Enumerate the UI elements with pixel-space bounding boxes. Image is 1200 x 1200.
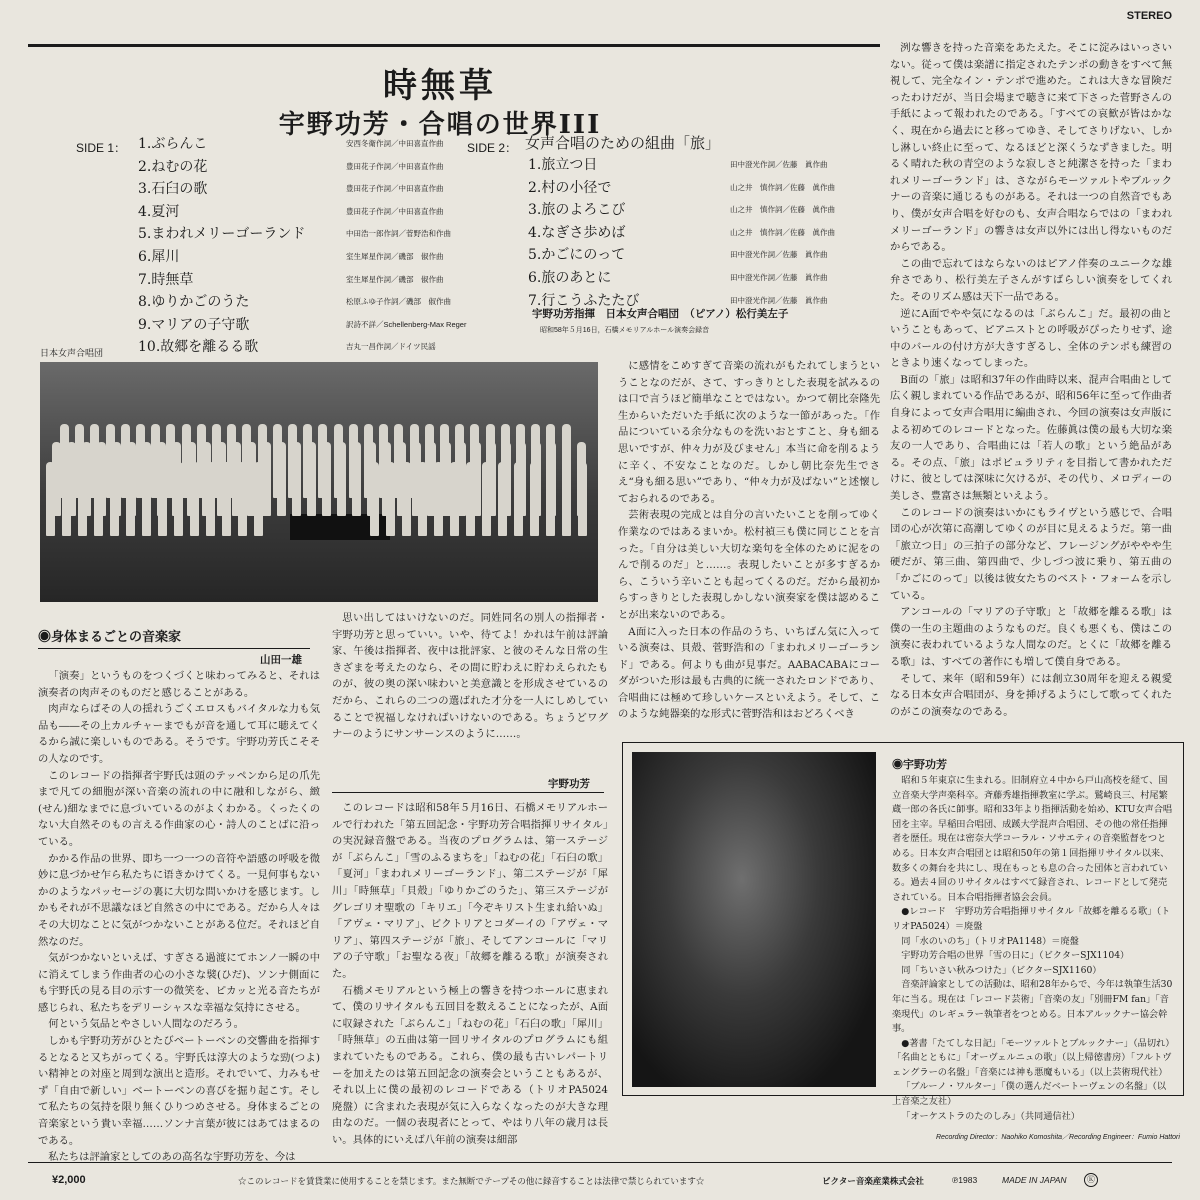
track-row [138,201,468,224]
essay-author: 山田一雄 [260,654,302,666]
singer-figure [498,462,507,536]
singer-figure [514,462,523,536]
track-title [528,244,625,267]
singer-figure [174,462,183,536]
track-row [138,178,468,201]
singer-figure [46,462,55,536]
track-title [138,269,193,292]
paragraph: 思い出してはいけないのだ。同姓同名の別人の指揮者・宇野功芳と思っていい。いや、待てよ！かれは午前は評論家、午後は指揮者、夜中は批評家、と彼のそんな日常の生きざまを考えたのなら、その間に貯わえに貯わえられたものが、彼の奥の深い味わいと美意識とを形成させているのだから、これらの二つの選ばれた才分を一人にしめしていることで祝福しなければいけないのである。ちょうどワグナーのようにサンサーンスのように……。 [332,612,608,741]
paragraph: 昭和５年東京に生まれる。旧制府立４中から戸山高校を経て、国立音楽大学声楽科卒。斉藤秀雄指揮教室に学ぶ。鷲崎良三、村尾繁蔵一郎の各氏に師事。昭和33年より指揮活動を始め、KTU女声合唱団を主宰。早稲田合唱団、成蹊大学混声合唱団、その他の常任指揮者を歴任。現在は密奈大学コーラル・ソサエティの音楽監督をつとめる。日本女声合唱団とは昭和50年の第１回指揮リサイタル以来、数多くの舞台を共にし、現在もっとも息の合った団体と言われている。過去４回のリサイタルはすべて録音され、レコードとして発売されている。日本合唱指揮者協会会員。 [892,775,1173,903]
track-credit: 訳詩不詳／Schellenberg-Max Reger [346,319,467,329]
track-number: 8 [138,294,147,311]
track-number: 5 [138,226,147,243]
paragraph: そして、来年（昭和59年）には創立30周年を迎える親愛なる日本女声合唱団が、身を挿げるようにして歌ってくれたのがこの演奏なのである。 [890,672,1172,718]
paragraph: 気がつかないといえば、すぎさる過渡にてホンノ一瞬の中に消えてしまう作曲者の心の小さな襞(ひだ)、ソンナ側面にも宇野氏の見る目の示す一の微笑を、ピカッと光る音たちが感じられ、私たちをデリーシャスな幸福な気持にさせる。 [38,952,320,1014]
side2-label: SIDE 2： [467,141,518,155]
uno-note-column [332,800,619,1156]
top-rule [28,44,880,47]
paragraph: 何という気品とやさしい人間なのだろう。 [48,1018,244,1031]
paragraph: 芸術表現の完成とは自分の言いたいことを削ってゆく作業なのではあるまいか。松村禎三も僕に同じことを言った。「自分は美しい大切な楽句を全体のために泥をのんで削るのだ」と……。表現したいことが多すぎるから、こういう辛いことも起ってくるのだ。だから最初からすっきりとした表現しかしない演奏家を僕は認めることが出来ないのである。 [618,509,880,621]
paragraph: 「ブルーノ・ワルター」「僕の選んだベートーヴェンの名盤」（以上音楽之友社） [892,1081,1167,1108]
track-name: .夏河 [146,203,180,220]
singer-figure [78,462,87,536]
track-title [528,222,625,245]
track-name: .旅のよろこび [536,202,626,219]
track-name: .マリアの子守歌 [146,316,250,333]
paragraph: しかも宇野功芳がひとたびベートーベンの交響曲を指揮するとなると又ちがってくる。宇野氏は淳大のような勁(つよ)い精神との対座と周到な演出と造形。それでいて、力みもせず「自由で新しい」ベートーベンの喜びを掘り起こす。そして私たちの気持を限り無くひりつめさせる。身体まるごとの音楽家という貴い幸福……ソンナ言葉が彼にはあてはまるのである。 [38,1035,320,1147]
track-number: 2 [138,158,147,175]
track-credit: 田中澄光作詞／佐藤 眞作曲 [730,295,828,305]
paragraph: かかる作品の世界、即ち一つ一つの音符や語感の呼吸を微妙に息づかせ乍ら私たちに语きかけてくる。一見何事もないかのようなパッセージの裏に大切な問いかけを感じます。しかもそれが不思議なほど自然さの中にである。だから人々はその大切なことに気がつかないことがある位だ。それほど自然なのだ。 [38,852,320,948]
singer-figure [222,462,231,536]
track-name: .村の小径で [536,179,612,196]
recording-info: 昭和58年５月16日，石橋メモリアルホール演奏会録音 [540,327,710,334]
track-row [138,269,468,292]
uno-author: 宇野功芳 [548,778,590,790]
stereo-label: STEREO [1126,10,1172,22]
track-title [528,267,611,290]
uno-note-column-3 [618,358,880,742]
track-number: 7 [138,271,147,288]
choir-photo [40,362,598,602]
track-name: .故郷を離るる歌 [155,339,259,356]
track-credit: 山之井 慎作詞／佐藤 眞作曲 [730,182,835,192]
paragraph: ●レコード 宇野功芳合唱指揮リサイタル「故郷を離るる歌」（トリオPA5024）＝廃盤 [892,906,1171,932]
track-credit: 豊田花子作詞／中田喜直作曲 [346,184,444,194]
track-credit: 田中澄光作詞／佐藤 眞作曲 [730,272,828,282]
paragraph: このレコードの指揮者宇野氏は頭のテッペンから足の爪先まで凡ての細胞が深い音楽の流れの中に融和しながら、緻(せん)細なまでに息づいているのがよくわかる。くったくのない大自然そのもの言える作曲家の心・詩人のことばに沿っている。 [38,769,320,848]
track-credit: 室生犀星作詞／磯部 俶作曲 [346,274,444,284]
uno-rule [332,792,604,793]
price: ¥2,000 [52,1174,86,1186]
singer-figure [386,462,395,536]
track-number: 6 [528,269,537,286]
track-number: 9 [138,316,147,333]
singer-figure [352,442,361,516]
track-row [528,244,868,267]
track-credit: 豊田花子作詞／中田喜直作曲 [346,206,444,216]
paragraph: 同「水のいのち」（トリオPA1148）＝廃盤 [901,935,1079,947]
track-title [138,133,207,156]
singer-figure [562,462,571,536]
paragraph: 洌な響きを持った音楽をあたえた。そこに淀みはいっさいない。従って僕は楽譜に指定されたテンポの動きをすべて無視して、完全なイン・テンポで進めた。これは大きな冒険だったわけだが、当日会場まで聴きに来て下さった菅野さんの手紙によって報われたのである。「すべての哀歓が皆はかなく、現在から過去にと移ってゆき、そしてさりげない、しかし淋しい終止に至って、なるほどと深くうなずきました。明るく晴れた秋の青空のような寂しさと純潔さを持った「まわれメリーゴーランド」は、さながらモーツァルトやブルックナーの音楽に通じるものがある。それは一つの自然音でもあり、僕が女声合唱を好むのも、女声合唱ならではの「まわれメリーゴーランド」の響きは女声以外には出し得ないものだからである。 [890,42,1172,254]
track-row [528,177,868,200]
essay-column-1 [38,668,320,1164]
track-row [528,222,868,245]
singer-figure [126,462,135,536]
singer-figure [262,442,271,516]
singer-figure [206,462,215,536]
paragraph: このレコードは昭和58年５月16日、石橋メモリアルホールで行われた「第五回記念・宇野功芳合唱指揮リサイタル」の実況録音盤である。当夜のプログラムは、第一ステージが「ぶらんこ」「雪のふるまちを」「ねむの花」「石臼の歌」「夏河」「まわれメリーゴーランド」、第二ステージが「犀川」「時無草」「貝殻」「ゆりかごのうた」、第三ステージがグレゴリオ聖歌の「キリエ」「今ぞキリスト生まれ給いぬ」「アヴェ・マリア」、ビクトリアとコダーイの「アヴェ・マリア」、第四ステージが「旅」、そしてアンコールに「マリアの子守歌」「お聖なる夜」「故郷を離るる歌」が演奏された。 [332,802,608,980]
track-row [528,199,868,222]
track-title [138,156,207,179]
paragraph: 石橋メモリアルという極上の響きを持つホールに恵まれて、僕のリサイタルも五回目を数えることになったが、A面に収録された「ぶらんこ」「ねむの花」「石臼の歌」「犀川」「時無草」の五曲は第一回リサイタルのプログラムにも組まれていたものである。これら、僕の最も古いレパートリーを加えたのは第五回記念の演奏会ということもあるが、それ以上に僕の最初のレコードである（トリオPA5024 廃盤）に含まれた表現が気に入らなくなったのが大きな理由なのだ。一個の表現者にとって、やはり八年の歳月は長い。具体的にいえば八年前の演奏は細部 [332,984,619,1146]
singer-figure [142,462,151,536]
paragraph: 宇野功芳合唱の世界「雪の日に」（ビクターSJX1104） [901,950,1130,962]
track-name: .時無草 [146,271,194,288]
singer-figure [238,462,247,536]
side1-label: SIDE 1： [76,141,127,155]
track-name: .旅のあとに [536,269,612,286]
paragraph: 「オーケストラのたのしみ」（共同通信社） [901,1110,1080,1122]
track-title [138,223,305,246]
track-number: 5 [528,247,537,264]
paragraph: A面に入った日本の作品のうち、いちばん気に入っている演奏は、貝殻、菅野浩和の「まわれメリーゴーランド」である。何よりも曲が見事だ。AABACABAにコーダがついた形は最も古典的に統一されたロンドであり、合唱曲には極めて珍しいケースといえよう。そして、このような純器楽的な形式に菅野浩和はおどろくべき [618,625,880,721]
singer-figure [546,462,555,536]
company-name: ビクター音楽産業株式会社 [822,1176,924,1186]
track-name: .犀川 [146,248,180,265]
album-subtitle: 宇野功芳・合唱の世界III [278,110,602,140]
track-credit: 田中澄光作詞／佐藤 眞作曲 [730,250,828,260]
singer-figure [370,462,379,536]
bio-text [892,774,1174,1122]
track-number: 3 [528,202,537,219]
track-credit: 安西冬衛作詞／中田喜直作曲 [346,139,444,148]
track-credit: 中田浩一郎作詞／菅野浩和作曲 [346,229,451,239]
track-row [138,291,468,314]
singer-figure [158,462,167,536]
track-row [138,133,468,156]
track-row [138,336,468,359]
paragraph: このレコードの演奏はいかにもライヴという感じで、合唱団の心が次第に高潮してゆくのが目に見えるようだ。第一曲「旅立つ日」の三拍子の部分など、フレージングがややや生硬だが、第三曲、第四曲で、少しづつ波に乗り、第五曲の「かごにのって」以後は彼女たちのベスト・フォームを示している。 [890,506,1172,602]
track-row [138,223,468,246]
track-title [528,177,611,200]
singer-figure [307,442,316,516]
track-title [138,201,179,224]
copy-notice: ☆このレコードを賃貸業に使用することを禁じます。また無断でテープその他に録音することは法律で禁じられています☆ [238,1176,705,1186]
track-number: 1 [138,136,147,152]
singer-figure [434,462,443,536]
track-title [138,291,249,314]
paragraph: に感情をこめすぎて音楽の流れがもたれてしまうということなのだが、さて、すっきりとした表現を試みるのは口で言うほど簡単なことではない。かつて朝比奈隆先生からいただいた手紙に次のような一節があった。「作品についている余分なものを洗いおとすこと、身も細る思いですが、仲々力が及びません」本当に命を削るように辛く、不安なことなのだ。しかし朝比奈先生でさえ“身も細る思い”であり、“仲々力が及ばない”と述懐しておられるのである。 [618,360,880,505]
track-title [138,178,207,201]
singer-figure [418,462,427,536]
track-title [138,314,249,337]
track-number: 1 [528,157,537,173]
track-number: 6 [138,248,147,265]
track-credit: 室生犀星作詞／磯部 俶作曲 [346,251,444,261]
track-credit: 田中澄光作詞／佐藤 眞作曲 [730,160,828,169]
track-name: .まわれメリーゴーランド [146,226,306,243]
paragraph: ●著書「たてしな日記」「モーツァルトとブルックナー」（品切れ）「名曲とともに」「オーヴェルニュの歌」（以上帰徳書房）「フルトヴェングラーの名盤」「音楽には神も悪魔もいる」（以上芸術現代社） [892,1037,1172,1078]
track-title [528,199,625,222]
paragraph: 逆にA面でやや気になるのは「ぶらんこ」だ。最初の曲ということもあって、ピアニストとの呼吸がぴったりせず、途中のバールの付け方が大きすぎるし、全体のテンポも練習のときより速くなってしまった。 [890,307,1172,370]
copyright-year: ℗1983 [952,1175,978,1185]
track-name: .旅立つ日 [536,157,598,173]
track-number: 3 [138,181,147,198]
jis-mark-icon: Ⓚ [1084,1173,1098,1187]
track-credit: 豊田花子作詞／中田喜直作曲 [346,161,444,171]
essay-heading: ◉身体まるごとの音楽家 [38,629,182,644]
singer-figure [450,462,459,536]
track-row [528,154,868,177]
side2-tracklist [528,154,868,312]
track-number: 4 [138,203,147,220]
paragraph: アンコールの「マリアの子守歌」と「故郷を離るる歌」は僕の一生の主題曲のようなものだ。良くも悪くも、僕はこの演奏に表われているような人間なのだ。とくに「故郷を離るる歌」は、すべての著作にも増して僕自身である。 [890,606,1172,668]
track-name: .かごにのって [536,247,626,264]
singer-figure [110,462,119,536]
track-credit: 吉丸一昌作詞／ドイツ民謡 [346,342,436,352]
track-number: 10 [138,339,156,356]
singer-figure [254,462,263,536]
singer-figure [277,442,286,516]
paragraph: 「演奏」というものをつくづくと味わってみると、それは演奏者の肉声そのものだと感じることがある。 [38,670,320,699]
paragraph: 同「ちいさい秋みつけた」（ビクターSJX1160） [901,964,1102,976]
singer-figure [482,462,491,536]
made-in-japan: MADE IN JAPAN [1002,1175,1067,1185]
track-row [138,314,468,337]
track-row [138,156,468,179]
singer-figure [337,442,346,516]
track-name: .ぶらんこ [146,136,208,152]
track-name: .ねむの花 [146,158,208,175]
paragraph: B面の「旅」は昭和37年の作曲時以来、混声合唱曲として広く親しまれている作品であるが、昭和56年に至って作曲者自身によって女声合唱用に編曲され、今回の演奏は女声版による初めてのレコードとなった。佐藤眞は僕の最も大切な楽友の一人であり、合唱曲には「若人の歌」という絶品がある。その点、「旅」はポピュラリティを目指して書かれただけに、彼としては深味に欠けるが、その代り、メロディーの美しさ、豊富さは無類といえよう。 [890,373,1172,503]
track-credit: 山之井 慎作詞／佐藤 眞作曲 [730,227,835,237]
track-credit: 松原ふゆ子作詞／磯部 俶作曲 [346,297,451,307]
singer-figure [530,462,539,536]
track-name: .なぎさ歩めば [536,224,626,241]
singer-figure [322,442,331,516]
essay-column-2 [332,610,608,760]
singer-figure [466,462,475,536]
paragraph: 音楽評論家としての活動は、昭和28年からで、今年は執筆生活30年に当る。現在は「レコード芸術」「音楽の友」「別冊FM fan」「音楽現代」のレギュラー執筆者をつとめる。日本アルックナー協会幹事。 [892,979,1173,1035]
uno-portrait [632,752,876,1087]
singer-figure [62,462,71,536]
paragraph: 私たちは評論家としてのあの高名な宇野功芳を、今は [48,1151,296,1164]
album-title: 時無草 [383,66,497,106]
track-title [138,336,258,359]
credits-line: Recording Director：Naohiko Komoshita／Recording Engineer：Fumio Hattori [936,1134,1180,1141]
track-number: 4 [528,224,537,241]
performers: 宇野功芳指揮 日本女声合唱団 （ピアノ）松行美左子 [532,308,789,320]
track-title [138,246,179,269]
singer-figure [578,462,587,536]
footer-rule [28,1162,1172,1163]
track-credit: 山之井 慎作詞／佐藤 眞作曲 [730,205,835,215]
track-row [138,246,468,269]
bio-heading: ◉宇野功芳 [892,759,947,771]
side1-tracklist [138,133,468,359]
track-name: .ゆりかごのうた [146,294,250,311]
essay-rule [38,648,310,649]
track-name: .石臼の歌 [146,181,208,198]
singer-figure [94,462,103,536]
uno-note-column-4 [890,40,1172,720]
track-row [528,267,868,290]
track-number: 2 [528,179,537,196]
track-title [528,154,597,177]
singer-figure [190,462,199,536]
paragraph: この曲で忘れてはならないのはピアノ伴奏のユニークな雄弁さであり、松行美左子さんがすばらしい演奏をしてくれた。そのリズム感は天下一品である。 [890,257,1172,303]
photo-caption: 日本女声合唱団 [40,348,104,358]
track-number: 7 [528,292,537,309]
singer-figure [402,462,411,536]
track-name: .行こうふたたび [536,292,640,309]
singer-figure [292,442,301,516]
side2-suite-title: 女声合唱のための組曲「旅」 [525,134,721,152]
paragraph: 肉声ならばその人の揺れうごくエロスもバイタルな力も気品も――その上カルチャーまでもが音を通して耳に聴えてくるから誠に楽しいものである。そうです。宇野功芳氏こそその人なのです。 [38,703,320,765]
